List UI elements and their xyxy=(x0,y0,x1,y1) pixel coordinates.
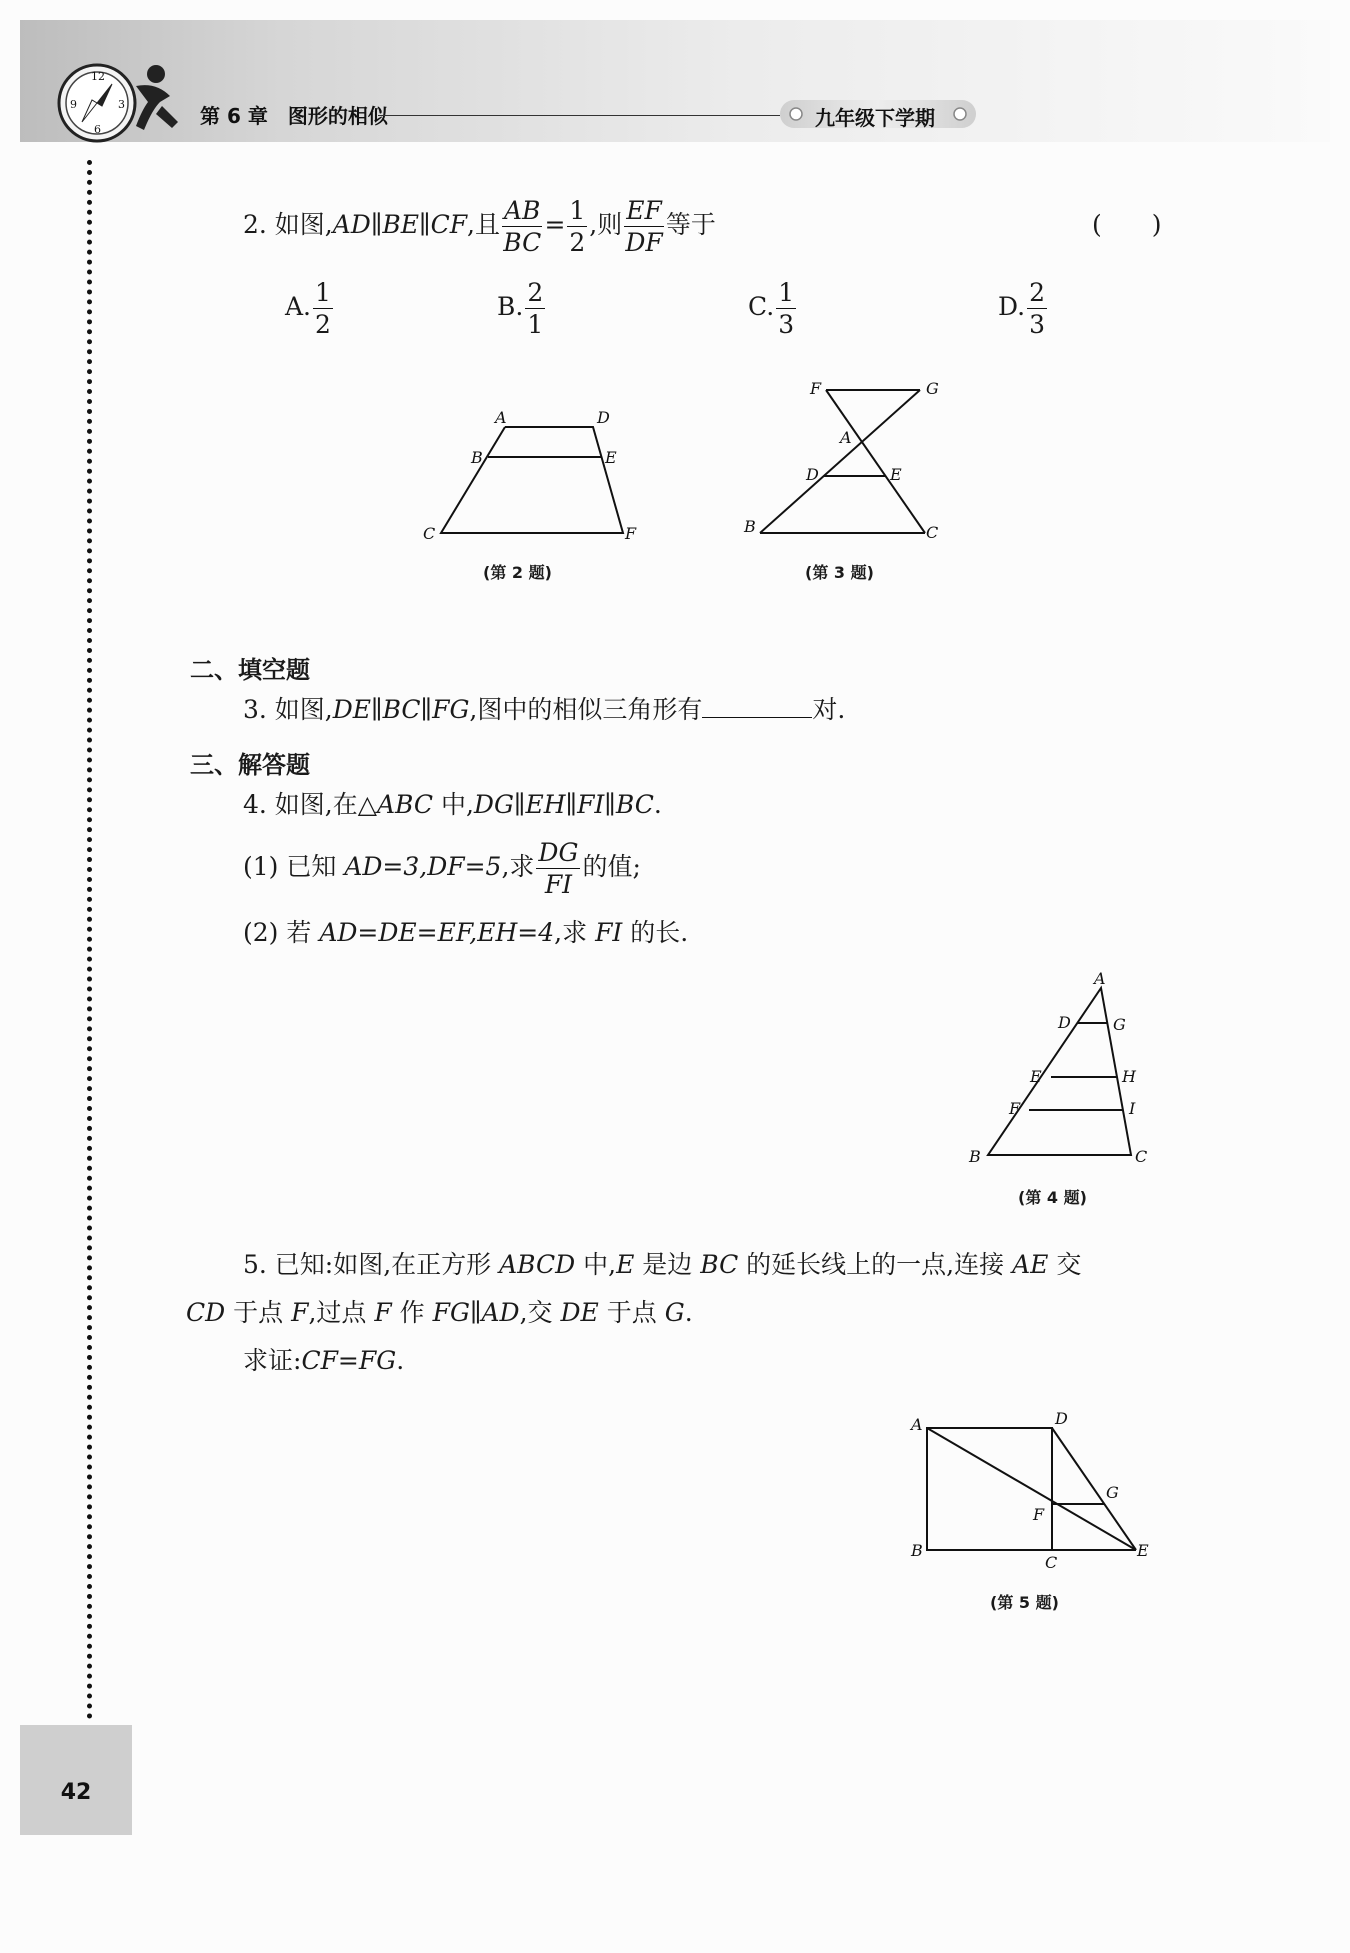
label-d: D xyxy=(806,465,819,484)
trapezoid-outline xyxy=(441,427,623,533)
section-solution-heading: 三、解答题 xyxy=(190,751,310,779)
chapter-title: 第 6 章 图形的相似 xyxy=(200,104,388,128)
section-fill-in-heading: 二、填空题 xyxy=(190,656,310,684)
label-e: E xyxy=(605,448,617,467)
q5-var: BC xyxy=(700,1250,739,1279)
q2-ratio-den: 2 xyxy=(569,228,586,257)
q2-equals: = xyxy=(544,210,566,239)
q5-text: 的延长线上的一点,连接 xyxy=(738,1250,1013,1279)
option-den: 3 xyxy=(1029,310,1046,339)
q4-prefix: 4. 如图,在△ xyxy=(243,790,377,819)
label-b: B xyxy=(969,1147,981,1166)
q5-prove-statement: CF=FG xyxy=(301,1346,397,1375)
q4-triangle: ABC xyxy=(376,790,434,819)
clock-number-12: 12 xyxy=(91,70,105,83)
q2-parallel: AD∥BE∥CF xyxy=(332,210,468,239)
option-den: 3 xyxy=(778,310,795,339)
q4-p2-var: FI xyxy=(595,918,623,947)
option-fraction xyxy=(313,280,333,337)
label-a: A xyxy=(911,1415,923,1434)
question-4-stem xyxy=(243,792,662,817)
q4-p1-num: DG xyxy=(538,838,579,867)
q5-text: 5. 已知:如图,在正方形 xyxy=(243,1250,500,1279)
q5-var: ABCD xyxy=(499,1250,576,1279)
q5-var: DE xyxy=(560,1298,599,1327)
clock-number-9: 9 xyxy=(70,98,77,111)
label-a: A xyxy=(840,428,852,447)
label-e: E xyxy=(890,465,902,484)
label-d: D xyxy=(1055,1412,1068,1428)
figure-4-triangle xyxy=(960,968,1160,1173)
q2-prefix: 2. 如图, xyxy=(243,210,333,239)
circle-ornament-icon xyxy=(788,106,804,122)
question-5-prove xyxy=(243,1348,404,1373)
q2-option-a xyxy=(285,280,335,337)
q2-answer-paren: ( ) xyxy=(1092,210,1162,239)
page-number: 42 xyxy=(60,1780,92,1805)
q4-mid: 中, xyxy=(433,790,474,819)
segment-de xyxy=(1052,1428,1136,1550)
label-g: G xyxy=(926,379,939,398)
q4-p1-prefix: (1) 已知 xyxy=(243,852,345,881)
label-d: D xyxy=(597,408,610,427)
q5-text: ,过点 xyxy=(308,1298,375,1327)
label-d: D xyxy=(1058,1013,1071,1032)
q2-ask-num: EF xyxy=(626,196,662,225)
label-b: B xyxy=(744,517,756,536)
label-g: G xyxy=(1113,1015,1126,1034)
label-b: B xyxy=(911,1541,923,1560)
figure-3-bowtie xyxy=(740,378,950,548)
q2-option-b xyxy=(497,280,547,337)
q4-p1-fraction xyxy=(536,840,580,897)
figure-5-square xyxy=(905,1412,1155,1572)
q5-prove-prefix: 求证: xyxy=(243,1346,302,1375)
q5-text: 交 xyxy=(1048,1250,1082,1279)
q5-var: E xyxy=(616,1250,635,1279)
option-den: 1 xyxy=(527,310,544,339)
option-fraction xyxy=(776,280,796,337)
circle-ornament-icon xyxy=(952,106,968,122)
question-5-line-1 xyxy=(243,1252,1081,1277)
q3-prefix: 3. 如图, xyxy=(243,695,333,724)
figure-4-caption: (第 4 题) xyxy=(1018,1188,1087,1207)
q2-given-num: AB xyxy=(504,196,541,225)
q2-ratio-fraction xyxy=(567,198,587,255)
q5-var: AE xyxy=(1012,1250,1049,1279)
q2-option-d xyxy=(998,280,1049,337)
label-h: H xyxy=(1122,1067,1136,1086)
q4-p1-ask: ,求 xyxy=(501,852,535,881)
question-5-line-2 xyxy=(186,1300,693,1325)
figure-5-caption: (第 5 题) xyxy=(990,1593,1059,1612)
label-c: C xyxy=(1045,1553,1058,1572)
q3-text: ,图中的相似三角形有 xyxy=(469,695,703,724)
margin-dotted-line xyxy=(87,160,92,1720)
q2-given-den: BC xyxy=(503,228,542,257)
q5-var: F xyxy=(374,1298,392,1327)
q4-p2-given: AD=DE=EF,EH=4 xyxy=(319,918,555,947)
q2-ask-fraction xyxy=(624,198,664,255)
q2-given-fraction xyxy=(502,198,542,255)
segment-ae xyxy=(927,1428,1136,1550)
q5-text: ,交 xyxy=(519,1298,561,1327)
q4-parallel: DG∥EH∥FI∥BC xyxy=(473,790,654,819)
q5-var: G xyxy=(664,1298,685,1327)
option-num: 2 xyxy=(1029,278,1046,307)
q4-p1-given: AD=3,DF=5 xyxy=(344,852,502,881)
q3-answer-blank[interactable] xyxy=(702,697,812,718)
q2-ask-den: DF xyxy=(625,228,663,257)
label-e: E xyxy=(1030,1067,1042,1086)
label-a: A xyxy=(1094,969,1106,988)
q2-given-text: ,且 xyxy=(467,210,500,239)
option-label: C. xyxy=(748,292,775,321)
q4-p1-den: FI xyxy=(544,870,573,899)
q5-var: FG∥AD xyxy=(432,1298,520,1327)
label-a: A xyxy=(495,408,507,427)
question-4-part-2 xyxy=(243,920,688,945)
q2-option-c xyxy=(748,280,798,337)
figure-2-caption: (第 2 题) xyxy=(483,563,552,582)
option-label: B. xyxy=(497,292,524,321)
q2-ask-text: 等于 xyxy=(665,210,716,239)
q4-p1-end: 的值; xyxy=(582,852,641,881)
label-f: F xyxy=(1009,1099,1021,1118)
label-e: E xyxy=(1137,1541,1149,1560)
label-c: C xyxy=(423,524,436,543)
q5-var: CD xyxy=(186,1298,226,1327)
q2-then-text: ,则 xyxy=(589,210,623,239)
clock-number-6: 6 xyxy=(94,123,101,136)
option-num: 1 xyxy=(315,278,331,307)
label-f: F xyxy=(625,524,637,543)
q3-suffix: 对. xyxy=(812,695,846,724)
q5-var: F xyxy=(291,1298,309,1327)
q4-p2-prefix: (2) 若 xyxy=(243,918,320,947)
label-b: B xyxy=(471,448,483,467)
figure-2-trapezoid xyxy=(415,405,655,545)
label-f: F xyxy=(810,379,822,398)
q4-end: . xyxy=(653,790,662,819)
option-label: D. xyxy=(998,292,1026,321)
label-i: I xyxy=(1129,1099,1136,1118)
question-3 xyxy=(243,697,845,722)
figure-3-caption: (第 3 题) xyxy=(805,563,874,582)
option-label: A. xyxy=(285,292,312,321)
label-f: F xyxy=(1033,1505,1045,1524)
q5-text: 于点 xyxy=(225,1298,292,1327)
q5-text: 中, xyxy=(575,1250,617,1279)
q5-text: . xyxy=(684,1298,693,1327)
q5-text: 作 xyxy=(391,1298,433,1327)
option-fraction xyxy=(525,280,545,337)
q2-ratio-num: 1 xyxy=(569,196,586,225)
q3-parallel: DE∥BC∥FG xyxy=(332,695,470,724)
label-c: C xyxy=(926,523,939,542)
q4-p2-end: 的长. xyxy=(622,918,689,947)
q4-p2-mid: ,求 xyxy=(554,918,596,947)
question-4-part-1 xyxy=(243,840,641,897)
compass-runner-logo xyxy=(52,58,182,148)
header-rule xyxy=(378,115,780,116)
label-g: G xyxy=(1106,1483,1119,1502)
q5-text: 是边 xyxy=(634,1250,701,1279)
option-num: 2 xyxy=(527,278,544,307)
clock-number-3: 3 xyxy=(118,98,125,111)
option-num: 1 xyxy=(778,278,795,307)
option-fraction xyxy=(1027,280,1047,337)
question-2-stem xyxy=(243,198,716,255)
q5-prove-end: . xyxy=(396,1346,405,1375)
q5-text: 于点 xyxy=(598,1298,665,1327)
option-den: 2 xyxy=(315,310,331,339)
grade-label: 九年级下学期 xyxy=(815,106,935,130)
label-c: C xyxy=(1135,1147,1148,1166)
